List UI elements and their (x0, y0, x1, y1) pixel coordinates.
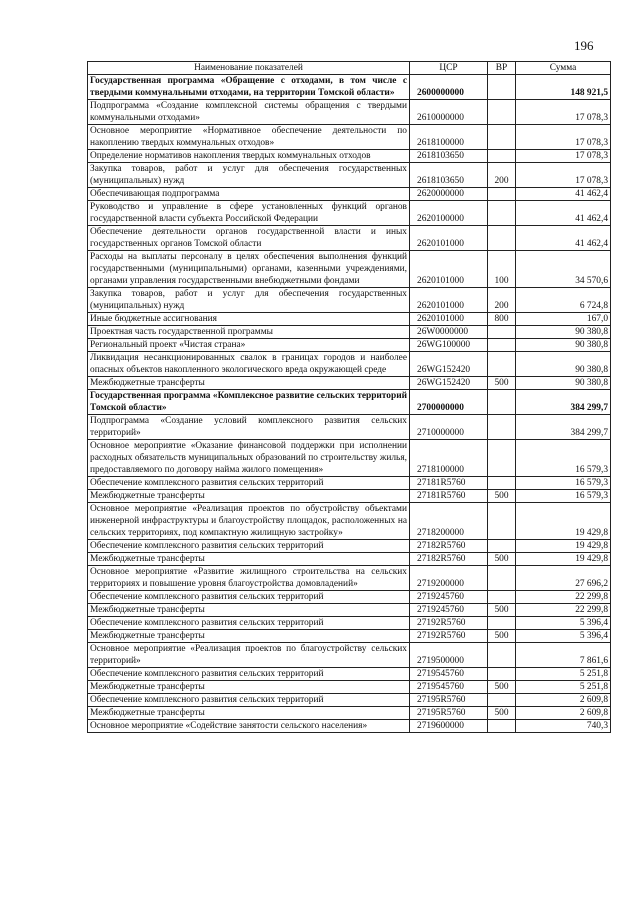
row-csr: 27181R5760 (410, 490, 488, 503)
row-vr: 500 (488, 604, 516, 617)
row-vr: 500 (488, 377, 516, 390)
row-sum: 19 429,8 (516, 503, 611, 540)
row-sum: 27 696,2 (516, 566, 611, 591)
row-csr: 2620101000 (410, 251, 488, 288)
row-name: Обеспечение комплексного развития сельских территорий (88, 477, 410, 490)
table-row (88, 390, 611, 415)
row-vr (488, 326, 516, 339)
row-csr: 26WG152420 (410, 352, 488, 377)
table-row (88, 163, 611, 188)
row-vr (488, 566, 516, 591)
row-csr: 27192R5760 (410, 617, 488, 630)
row-sum: 16 579,3 (516, 440, 611, 477)
row-sum: 5 396,4 (516, 617, 611, 630)
row-name: Обеспечение комплексного развития сельских территорий (88, 591, 410, 604)
row-sum: 34 570,6 (516, 251, 611, 288)
row-sum: 22 299,8 (516, 604, 611, 617)
row-name: Обеспечение комплексного развития сельских территорий (88, 540, 410, 553)
table-row (88, 100, 611, 125)
row-name: Расходы на выплаты персоналу в целях обеспечения выполнения функций государственными (муниципальными) органами, казенными учреждениями, органами управления государственными внебюджетными фондами (88, 251, 410, 288)
table-row (88, 720, 611, 733)
row-name: Закупка товаров, работ и услуг для обеспечения государственных (муниципальных) нужд (88, 163, 410, 188)
row-name: Определение нормативов накопления твердых коммунальных отходов (88, 150, 410, 163)
row-csr: 27195R5760 (410, 707, 488, 720)
row-sum: 90 380,8 (516, 339, 611, 352)
row-name: Руководство и управление в сфере установленных функций органов государственной власти субъекта Российской Федерации (88, 201, 410, 226)
row-vr: 500 (488, 490, 516, 503)
row-vr (488, 390, 516, 415)
row-csr: 2618103650 (410, 150, 488, 163)
row-name: Обеспечение комплексного развития сельских территорий (88, 668, 410, 681)
row-sum: 6 724,8 (516, 288, 611, 313)
row-sum: 22 299,8 (516, 591, 611, 604)
row-csr: 2719245760 (410, 591, 488, 604)
row-csr: 2620000000 (410, 188, 488, 201)
row-sum: 90 380,8 (516, 377, 611, 390)
page-number: 196 (574, 38, 594, 53)
header-vr: ВР (488, 62, 516, 75)
row-name: Государственная программа «Комплексное развитие сельских территорий Томской области» (88, 390, 410, 415)
row-sum: 2 609,8 (516, 707, 611, 720)
row-sum: 17 078,3 (516, 100, 611, 125)
row-vr (488, 188, 516, 201)
row-sum: 90 380,8 (516, 326, 611, 339)
table-header-row (88, 62, 611, 75)
row-csr: 2620101000 (410, 313, 488, 326)
table-row (88, 617, 611, 630)
row-csr: 2620101000 (410, 288, 488, 313)
row-vr (488, 720, 516, 733)
row-sum: 41 462,4 (516, 226, 611, 251)
row-name: Обеспечение деятельности органов государственной власти и иных государственных органов Томской области (88, 226, 410, 251)
table-row (88, 377, 611, 390)
row-name: Межбюджетные трансферты (88, 490, 410, 503)
row-vr: 500 (488, 681, 516, 694)
table-row (88, 477, 611, 490)
row-csr: 2719600000 (410, 720, 488, 733)
row-vr (488, 440, 516, 477)
row-csr: 27182R5760 (410, 540, 488, 553)
row-vr (488, 339, 516, 352)
row-name: Подпрограмма «Создание комплексной системы обращения с твердыми коммунальными отходами» (88, 100, 410, 125)
row-csr: 26W0000000 (410, 326, 488, 339)
row-vr: 500 (488, 707, 516, 720)
table-row (88, 288, 611, 313)
table-row (88, 540, 611, 553)
row-vr (488, 352, 516, 377)
row-sum: 16 579,3 (516, 490, 611, 503)
row-sum: 384 299,7 (516, 415, 611, 440)
row-name: Межбюджетные трансферты (88, 630, 410, 643)
row-vr (488, 75, 516, 100)
row-vr (488, 643, 516, 668)
table-row (88, 339, 611, 352)
row-csr: 26WG152420 (410, 377, 488, 390)
row-name: Обеспечивающая подпрограмма (88, 188, 410, 201)
row-vr (488, 540, 516, 553)
header-csr: ЦСР (410, 62, 488, 75)
row-name: Основное мероприятие «Реализация проектов по благоустройству сельских территорий» (88, 643, 410, 668)
table-row (88, 630, 611, 643)
row-name: Региональный проект «Чистая страна» (88, 339, 410, 352)
row-sum: 7 861,6 (516, 643, 611, 668)
row-vr: 800 (488, 313, 516, 326)
row-vr (488, 125, 516, 150)
row-sum: 17 078,3 (516, 150, 611, 163)
header-name: Наименование показателей (88, 62, 410, 75)
row-csr: 2719545760 (410, 668, 488, 681)
row-csr: 27182R5760 (410, 553, 488, 566)
row-sum: 90 380,8 (516, 352, 611, 377)
table-row (88, 226, 611, 251)
row-name: Основное мероприятие «Содействие занятости сельского населения» (88, 720, 410, 733)
row-sum: 17 078,3 (516, 163, 611, 188)
header-sum: Сумма (516, 62, 611, 75)
row-csr: 2719545760 (410, 681, 488, 694)
table-row (88, 75, 611, 100)
row-sum: 5 396,4 (516, 630, 611, 643)
row-sum: 5 251,8 (516, 681, 611, 694)
table-row (88, 125, 611, 150)
row-csr: 2620101000 (410, 226, 488, 251)
row-sum: 16 579,3 (516, 477, 611, 490)
row-vr (488, 100, 516, 125)
row-sum: 41 462,4 (516, 188, 611, 201)
row-sum: 41 462,4 (516, 201, 611, 226)
row-vr (488, 201, 516, 226)
row-name: Ликвидация несанкционированных свалок в границах городов и наиболее опасных объектов накопленного экологического вреда окружающей среде (88, 352, 410, 377)
row-vr: 200 (488, 288, 516, 313)
row-name: Межбюджетные трансферты (88, 707, 410, 720)
row-csr: 2710000000 (410, 415, 488, 440)
row-vr (488, 591, 516, 604)
row-name: Межбюджетные трансферты (88, 553, 410, 566)
table-row (88, 440, 611, 477)
row-name: Государственная программа «Обращение с отходами, в том числе с твердыми коммунальными отходами, на территории Томской области» (88, 75, 410, 100)
row-sum: 19 429,8 (516, 553, 611, 566)
row-sum: 5 251,8 (516, 668, 611, 681)
row-name: Основное мероприятие «Развитие жилищного строительства на сельских территориях и повышение уровня благоустройства домовладений» (88, 566, 410, 591)
table-row (88, 681, 611, 694)
budget-table (87, 61, 611, 733)
row-csr: 2610000000 (410, 100, 488, 125)
row-name: Обеспечение комплексного развития сельских территорий (88, 694, 410, 707)
table-row (88, 503, 611, 540)
table-row (88, 707, 611, 720)
row-name: Межбюджетные трансферты (88, 377, 410, 390)
row-vr (488, 415, 516, 440)
row-csr: 2620100000 (410, 201, 488, 226)
row-csr: 2719245760 (410, 604, 488, 617)
row-vr (488, 694, 516, 707)
table-row (88, 668, 611, 681)
table-row (88, 591, 611, 604)
row-vr (488, 226, 516, 251)
row-sum: 2 609,8 (516, 694, 611, 707)
table-row (88, 643, 611, 668)
row-sum: 17 078,3 (516, 125, 611, 150)
table-row (88, 694, 611, 707)
table-row (88, 604, 611, 617)
table-row (88, 251, 611, 288)
table-row (88, 566, 611, 591)
table-row (88, 313, 611, 326)
row-name: Основное мероприятие «Реализация проектов по обустройству объектами инженерной инфраструктуры и благоустройству площадок, расположенных на сельских территориях, под компактную жилищную застройку» (88, 503, 410, 540)
row-csr: 2618100000 (410, 125, 488, 150)
table-row (88, 352, 611, 377)
row-sum: 19 429,8 (516, 540, 611, 553)
row-vr (488, 477, 516, 490)
row-csr: 2700000000 (410, 390, 488, 415)
table-row (88, 150, 611, 163)
row-name: Иные бюджетные ассигнования (88, 313, 410, 326)
row-name: Основное мероприятие «Оказание финансовой поддержки при исполнении расходных обязательств муниципальных образований по строительству жилья, предоставляемого по договору найма жилого помещения» (88, 440, 410, 477)
table-row (88, 415, 611, 440)
row-csr: 2618103650 (410, 163, 488, 188)
row-name: Закупка товаров, работ и услуг для обеспечения государственных (муниципальных) нужд (88, 288, 410, 313)
row-sum: 384 299,7 (516, 390, 611, 415)
row-csr: 26WG100000 (410, 339, 488, 352)
table-row (88, 326, 611, 339)
table-row (88, 201, 611, 226)
row-csr: 27192R5760 (410, 630, 488, 643)
row-vr: 100 (488, 251, 516, 288)
row-vr: 500 (488, 630, 516, 643)
row-vr (488, 668, 516, 681)
row-sum: 148 921,5 (516, 75, 611, 100)
row-vr: 200 (488, 163, 516, 188)
row-csr: 2719500000 (410, 643, 488, 668)
row-csr: 2600000000 (410, 75, 488, 100)
table-row (88, 490, 611, 503)
table-row (88, 188, 611, 201)
row-csr: 2718100000 (410, 440, 488, 477)
row-sum: 740,3 (516, 720, 611, 733)
row-vr (488, 617, 516, 630)
row-vr (488, 503, 516, 540)
row-name: Подпрограмма «Создание условий комплексного развития сельских территорий» (88, 415, 410, 440)
row-sum: 167,0 (516, 313, 611, 326)
row-vr (488, 150, 516, 163)
row-csr: 2718200000 (410, 503, 488, 540)
table-body (88, 75, 611, 733)
row-csr: 27195R5760 (410, 694, 488, 707)
row-csr: 27181R5760 (410, 477, 488, 490)
row-csr: 2719200000 (410, 566, 488, 591)
row-name: Межбюджетные трансферты (88, 604, 410, 617)
row-name: Основное мероприятие «Нормативное обеспечение деятельности по накоплению твердых коммунальных отходов» (88, 125, 410, 150)
row-name: Обеспечение комплексного развития сельских территорий (88, 617, 410, 630)
table-row (88, 553, 611, 566)
row-name: Межбюджетные трансферты (88, 681, 410, 694)
row-name: Проектная часть государственной программы (88, 326, 410, 339)
row-vr: 500 (488, 553, 516, 566)
